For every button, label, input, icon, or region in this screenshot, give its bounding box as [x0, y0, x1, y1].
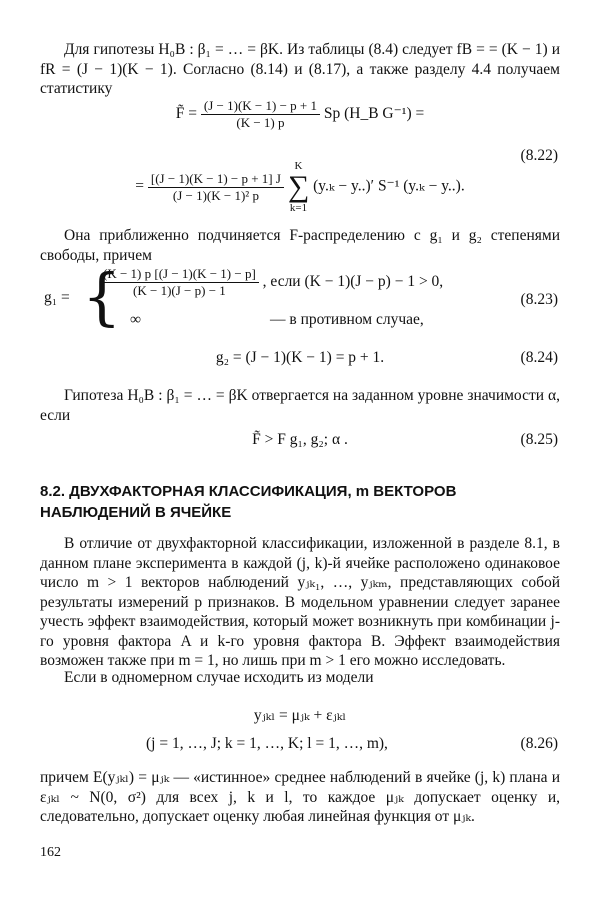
section-heading: [40, 481, 560, 523]
eq823-case1-fraction: [100, 266, 259, 299]
paragraph-hypothesis-rejected: Гипотеза H₀B : β₁ = … = βK отвергается на заданном уровне значимости α, если: [40, 387, 560, 424]
sum-symbol: ∑: [287, 170, 310, 203]
eq823-case1: [100, 266, 443, 299]
eq823-case1-denominator: (K − 1)(J − p) − 1: [133, 283, 226, 298]
eq822-frac1-numerator: (J − 1)(K − 1) − p + 1: [201, 98, 320, 115]
eq822-frac2-numerator: [(J − 1)(K − 1) − p + 1] J: [148, 171, 284, 188]
eq822-rhs1: Sp (H_B G⁻¹) =: [323, 105, 425, 123]
page-number: 162: [40, 845, 61, 860]
paragraph-expectation: причем E(yⱼₖₗ) = μⱼₖ — «истинное» среднее наблюдений в ячейке (j, k) плана и εⱼₖₗ ~ N(0, σ²) для всех j, k и l, то каждое μⱼₖ допускает оценку и, следовательно, допускает оценку любая линейная функция от μⱼₖ.: [40, 769, 560, 825]
equation-number-8-22: (8.22): [520, 147, 558, 164]
eq823-case1-condition: , если (K − 1)(J − p) − 1 > 0,: [262, 273, 444, 291]
paragraph-two-factor-m-vectors: В отличие от двухфакторной классификации, изложенной в разделе 8.1, в данном плане эксперимента в каждой (j, k)-й ячейке расположено одинаковое число m > 1 векторов наблюдений yⱼₖ₁, …, yⱼₖₘ, представляющих собой результаты измерений p признаков. В модельном уравнении следует заранее учесть эффект взаимодействия, который может возникнуть при комбинации j-го уровня фактора A и k-го уровня фактора B. Эффект взаимодействия возможен также при m = 1, но лишь при m > 1 его можно исследовать.: [40, 535, 560, 669]
equation-8-26-line1: yⱼₖₗ = μⱼₖ + εⱼₖₗ: [253, 707, 347, 724]
eq823-case2-condition: — в противном случае,: [270, 311, 424, 328]
eq822-summation: [288, 160, 309, 214]
eq822-sum-body: (y.ₖ − y..)′ S⁻¹ (y.ₖ − y..).: [313, 177, 465, 195]
paragraph-one-dim-model: Если в одномерном случае исходить из модели: [64, 669, 374, 686]
equation-number-8-25: (8.25): [520, 431, 558, 448]
eq823-lhs: g₁ =: [44, 289, 70, 306]
sum-upper-limit: K: [294, 160, 303, 172]
eq822-lhs: F̃ =: [175, 105, 198, 123]
paragraph-f-distribution: Она приближенно подчиняется F-распределению с g₁ и g₂ степенями свободы, причем: [40, 227, 560, 264]
section-heading-line2: НАБЛЮДЕНИЙ В ЯЧЕЙКЕ: [40, 504, 232, 521]
equation-8-22-line1: [40, 98, 560, 131]
equation-8-26-line2: (j = 1, …, J; k = 1, …, K; l = 1, …, m),: [146, 735, 388, 752]
equation-8-24: g₂ = (J − 1)(K − 1) = p + 1.: [215, 349, 385, 366]
eq823-brace: {: [82, 260, 122, 333]
equation-number-8-26: (8.26): [520, 735, 558, 752]
eq822-frac2-denominator: (J − 1)(K − 1)² p: [172, 187, 259, 203]
equation-8-22-line2: [40, 160, 560, 214]
equation-number-8-23: (8.23): [520, 291, 558, 308]
section-heading-line1: 8.2. ДВУХФАКТОРНАЯ КЛАССИФИКАЦИЯ, m ВЕКТОРОВ: [40, 483, 457, 500]
eq822-frac1-denominator: (K − 1) p: [236, 115, 285, 130]
sum-lower-limit: k=1: [289, 202, 308, 214]
eq823-case2-value: ∞: [130, 311, 142, 328]
eq822-fraction2: [148, 171, 284, 204]
equation-8-25: F̃ > F g₁, g₂; α .: [252, 431, 348, 448]
eq823-case1-numerator: (K − 1) p [(J − 1)(K − 1) − p]: [100, 266, 259, 283]
equation-number-8-24: (8.24): [520, 349, 558, 366]
eq822-fraction1: [201, 98, 320, 131]
paragraph-hypothesis-intro: Для гипотезы H₀B : β₁ = … = βK. Из таблицы (8.4) следует fB = = (K − 1) и fR = (J − 1)(K − 1). Согласно (8.14) и (8.17), а также разделу 4.4 получаем статистику: [40, 41, 560, 97]
eq822-equals: =: [135, 177, 145, 195]
